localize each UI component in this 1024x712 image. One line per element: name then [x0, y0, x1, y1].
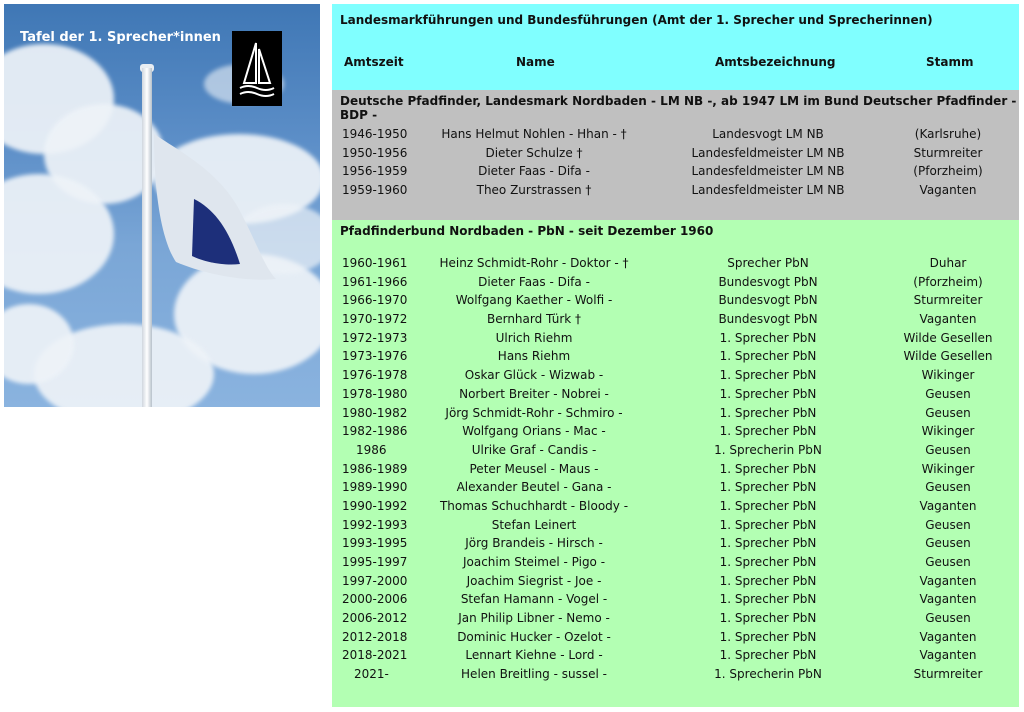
stamm-cell-text: Wikinger [921, 424, 975, 439]
stamm-cell-text: Wikinger [921, 368, 975, 383]
name-cell-text: Joachim Steimel - Pigo - [462, 555, 606, 569]
table-row [332, 254, 1019, 273]
amtsbezeichnung-cell-text: 1. Sprecher PbN [719, 480, 817, 495]
table-row [332, 516, 1019, 535]
section-pbn [332, 220, 1019, 707]
stamm-cell-text: Vaganten [919, 648, 977, 663]
table-row [332, 553, 1019, 572]
amtsbezeichnung-cell-text: 1. Sprecher PbN [719, 517, 817, 532]
amtsbezeichnung-cell-text: 1. Sprecherin PbN [714, 667, 822, 682]
amtszeit-cell: 1993-1995 [342, 536, 408, 551]
table-row [332, 478, 1019, 497]
amtszeit-cell: 2018-2021 [342, 648, 408, 663]
amtsbezeichnung-cell-text: Bundesvogt PbN [718, 274, 818, 289]
stamm-cell-text: Vaganten [919, 573, 977, 588]
table-header [332, 4, 1019, 90]
stamm-cell-text: (Pforzheim) [913, 274, 983, 289]
amtszeit-cell: 1980-1982 [342, 405, 408, 420]
amtszeit-cell: 1966-1970 [342, 293, 408, 308]
amtsbezeichnung-cell-text: Landesfeldmeister LM NB [691, 164, 845, 179]
table-row [332, 460, 1019, 479]
name-cell-text: Ulrike Graf - Candis - [471, 442, 597, 457]
amtszeit-cell: 1982-1986 [342, 424, 408, 439]
amtszeit-cell: 1986-1989 [342, 461, 408, 476]
table-row [332, 665, 1019, 684]
table-row [332, 572, 1019, 591]
amtsbezeichnung-cell-text: Landesvogt LM NB [712, 127, 824, 141]
stamm-cell-text: (Pforzheim) [913, 164, 983, 179]
table-row [332, 162, 1019, 181]
name-cell-text: Jan Philip Libner - Nemo - [458, 611, 610, 626]
table-row [332, 347, 1019, 366]
amtsbezeichnung-cell-text: Landesfeldmeister LM NB [691, 145, 845, 160]
name-cell-text: Oskar Glück - Wizwab - [464, 368, 604, 383]
stamm-cell-text: Vaganten [919, 629, 977, 644]
name-cell-text: Wolfgang Kaether - Wolfi - [455, 293, 613, 308]
amtszeit-cell: 1973-1976 [342, 349, 408, 364]
stamm-cell-text: Geusen [925, 480, 971, 495]
amtsbezeichnung-cell-text: 1. Sprecher PbN [719, 424, 817, 439]
amtsbezeichnung-cell-text: 1. Sprecher PbN [719, 330, 817, 345]
amtszeit-cell: 1961-1966 [342, 274, 408, 289]
name-cell-text: Jörg Schmidt-Rohr - Schmiro - [445, 405, 623, 420]
name-cell-text: Alexander Beutel - Gana - [456, 480, 612, 495]
photo-caption: Tafel der 1. Sprecher*innen [20, 30, 221, 45]
amtszeit-cell: 1972-1973 [342, 330, 408, 345]
amtsbezeichnung-cell-text: Sprecher PbN [727, 256, 809, 270]
stamm-cell-text: Wilde Gesellen [903, 330, 993, 345]
name-cell-text: Peter Meusel - Maus - [469, 461, 599, 476]
table-row [332, 497, 1019, 516]
stamm-cell-text: Vaganten [919, 183, 977, 198]
column-header-stamm: Stamm [926, 55, 974, 69]
table-row [332, 385, 1019, 404]
sailboat-logo-icon [232, 31, 282, 106]
amtszeit-cell: 2006-2012 [342, 611, 408, 626]
stamm-cell-text: Geusen [925, 517, 971, 532]
name-cell-text: Ulrich Riehm [495, 330, 573, 345]
amtsbezeichnung-cell-text: 1. Sprecher PbN [719, 386, 817, 401]
table-row [332, 329, 1019, 348]
column-header-name: Name [516, 55, 555, 69]
stamm-cell-text: Wilde Gesellen [903, 349, 993, 364]
amtsbezeichnung-cell-text: Bundesvogt PbN [718, 312, 818, 327]
table-row [332, 441, 1019, 460]
table-row [332, 609, 1019, 628]
name-cell-text: Theo Zurstrassen † [476, 183, 592, 198]
stamm-cell-text: Geusen [925, 536, 971, 551]
table-row [332, 422, 1019, 441]
section-rows [332, 254, 1019, 684]
amtszeit-cell: 1946-1950 [342, 127, 408, 141]
amtszeit-cell: 1995-1997 [342, 555, 408, 569]
table-row [332, 590, 1019, 609]
amtszeit-cell: 1986 [356, 442, 387, 457]
table-row [332, 534, 1019, 553]
name-cell-text: Dieter Faas - Difa - [478, 274, 590, 289]
amtsbezeichnung-cell-text: 1. Sprecher PbN [719, 461, 817, 476]
amtszeit-cell: 2021- [354, 667, 389, 682]
table-row [332, 144, 1019, 163]
stamm-cell-text: Geusen [925, 386, 971, 401]
table-row [332, 628, 1019, 647]
stamm-cell-text: Sturmreiter [913, 293, 983, 308]
section-title: Pfadfinderbund Nordbaden - PbN - seit Dezember 1960 [340, 224, 714, 238]
table-row [332, 181, 1019, 200]
stamm-cell-text: Wikinger [921, 461, 975, 476]
name-cell-text: Norbert Breiter - Nobrei - [459, 386, 609, 401]
name-cell-text: Joachim Siegrist - Joe - [466, 573, 602, 588]
amtszeit-cell: 1950-1956 [342, 145, 408, 160]
name-cell-text: Dominic Hucker - Ozelot - [457, 629, 611, 644]
stamm-cell-text: Geusen [925, 405, 971, 420]
amtszeit-cell: 1976-1978 [342, 368, 408, 383]
stamm-cell-text: Geusen [925, 442, 971, 457]
stamm-cell-text: Vaganten [919, 312, 977, 327]
amtsbezeichnung-cell-text: 1. Sprecher PbN [719, 498, 817, 513]
amtszeit-cell: 1992-1993 [342, 517, 408, 532]
officers-table [332, 4, 1019, 707]
section-landesmark [332, 90, 1019, 220]
table-row [332, 310, 1019, 329]
name-cell-text: Heinz Schmidt-Rohr - Doktor - † [439, 256, 629, 270]
flag-photo [4, 4, 320, 407]
amtszeit-cell: 1960-1961 [342, 256, 408, 270]
amtszeit-cell: 2012-2018 [342, 629, 408, 644]
amtszeit-cell: 1956-1959 [342, 164, 408, 179]
stamm-cell-text: Geusen [925, 555, 971, 569]
amtsbezeichnung-cell-text: 1. Sprecher PbN [719, 349, 817, 364]
amtszeit-cell: 1978-1980 [342, 386, 408, 401]
amtszeit-cell: 1970-1972 [342, 312, 408, 327]
table-row [332, 273, 1019, 292]
amtszeit-cell: 1997-2000 [342, 573, 408, 588]
name-cell-text: Jörg Brandeis - Hirsch - [465, 536, 603, 551]
amtszeit-cell: 2000-2006 [342, 592, 408, 607]
amtsbezeichnung-cell-text: Bundesvogt PbN [718, 293, 818, 308]
amtsbezeichnung-cell-text: Landesfeldmeister LM NB [691, 183, 845, 198]
name-cell-text: Bernhard Türk † [486, 312, 582, 327]
stamm-cell-text: Geusen [925, 611, 971, 626]
stamm-cell-text: Duhar [929, 256, 967, 270]
amtsbezeichnung-cell-text: 1. Sprecher PbN [719, 368, 817, 383]
table-title: Landesmarkführungen und Bundesführungen (Amt der 1. Sprecher und Sprecherinnen) [340, 13, 933, 27]
name-cell-text: Hans Helmut Nohlen - Hhan - † [441, 127, 627, 141]
name-cell-text: Wolfgang Orians - Mac - [462, 424, 606, 439]
amtszeit-cell: 1989-1990 [342, 480, 408, 495]
stamm-cell-text: Sturmreiter [913, 145, 983, 160]
amtszeit-cell: 1959-1960 [342, 183, 408, 198]
section-rows [332, 125, 1019, 200]
table-row [332, 404, 1019, 423]
name-cell-text: Helen Breitling - sussel - [461, 667, 607, 682]
name-cell-text: Dieter Schulze † [485, 145, 583, 160]
amtsbezeichnung-cell-text: 1. Sprecher PbN [719, 405, 817, 420]
table-row [332, 291, 1019, 310]
column-header-amtsbezeichnung: Amtsbezeichnung [715, 55, 836, 69]
name-cell-text: Thomas Schuchhardt - Bloody - [439, 498, 629, 513]
name-cell-text: Stefan Leinert [491, 517, 577, 532]
amtsbezeichnung-cell-text: 1. Sprecher PbN [719, 592, 817, 607]
amtsbezeichnung-cell-text: 1. Sprecher PbN [719, 573, 817, 588]
stamm-cell-text: (Karlsruhe) [914, 127, 982, 141]
table-row [332, 646, 1019, 665]
name-cell-text: Dieter Faas - Difa - [478, 164, 590, 179]
amtsbezeichnung-cell-text: 1. Sprecher PbN [719, 536, 817, 551]
name-cell-text: Hans Riehm [497, 349, 571, 364]
amtsbezeichnung-cell-text: 1. Sprecher PbN [719, 648, 817, 663]
name-cell-text: Stefan Hamann - Vogel - [460, 592, 608, 607]
name-cell-text: Lennart Kiehne - Lord - [465, 648, 603, 663]
amtsbezeichnung-cell-text: 1. Sprecherin PbN [714, 442, 822, 457]
amtsbezeichnung-cell-text: 1. Sprecher PbN [719, 555, 817, 569]
section-title: Deutsche Pfadfinder, Landesmark Nordbaden - LM NB -, ab 1947 LM im Bund Deutscher Pfadfinder - BDP - [340, 94, 1017, 122]
table-row [332, 125, 1019, 144]
amtsbezeichnung-cell-text: 1. Sprecher PbN [719, 611, 817, 626]
stamm-cell-text: Vaganten [919, 592, 977, 607]
column-header-amtszeit: Amtszeit [344, 55, 404, 69]
amtsbezeichnung-cell-text: 1. Sprecher PbN [719, 629, 817, 644]
stamm-cell-text: Vaganten [919, 498, 977, 513]
table-row [332, 366, 1019, 385]
amtszeit-cell: 1990-1992 [342, 498, 408, 513]
stamm-cell-text: Sturmreiter [913, 667, 983, 682]
